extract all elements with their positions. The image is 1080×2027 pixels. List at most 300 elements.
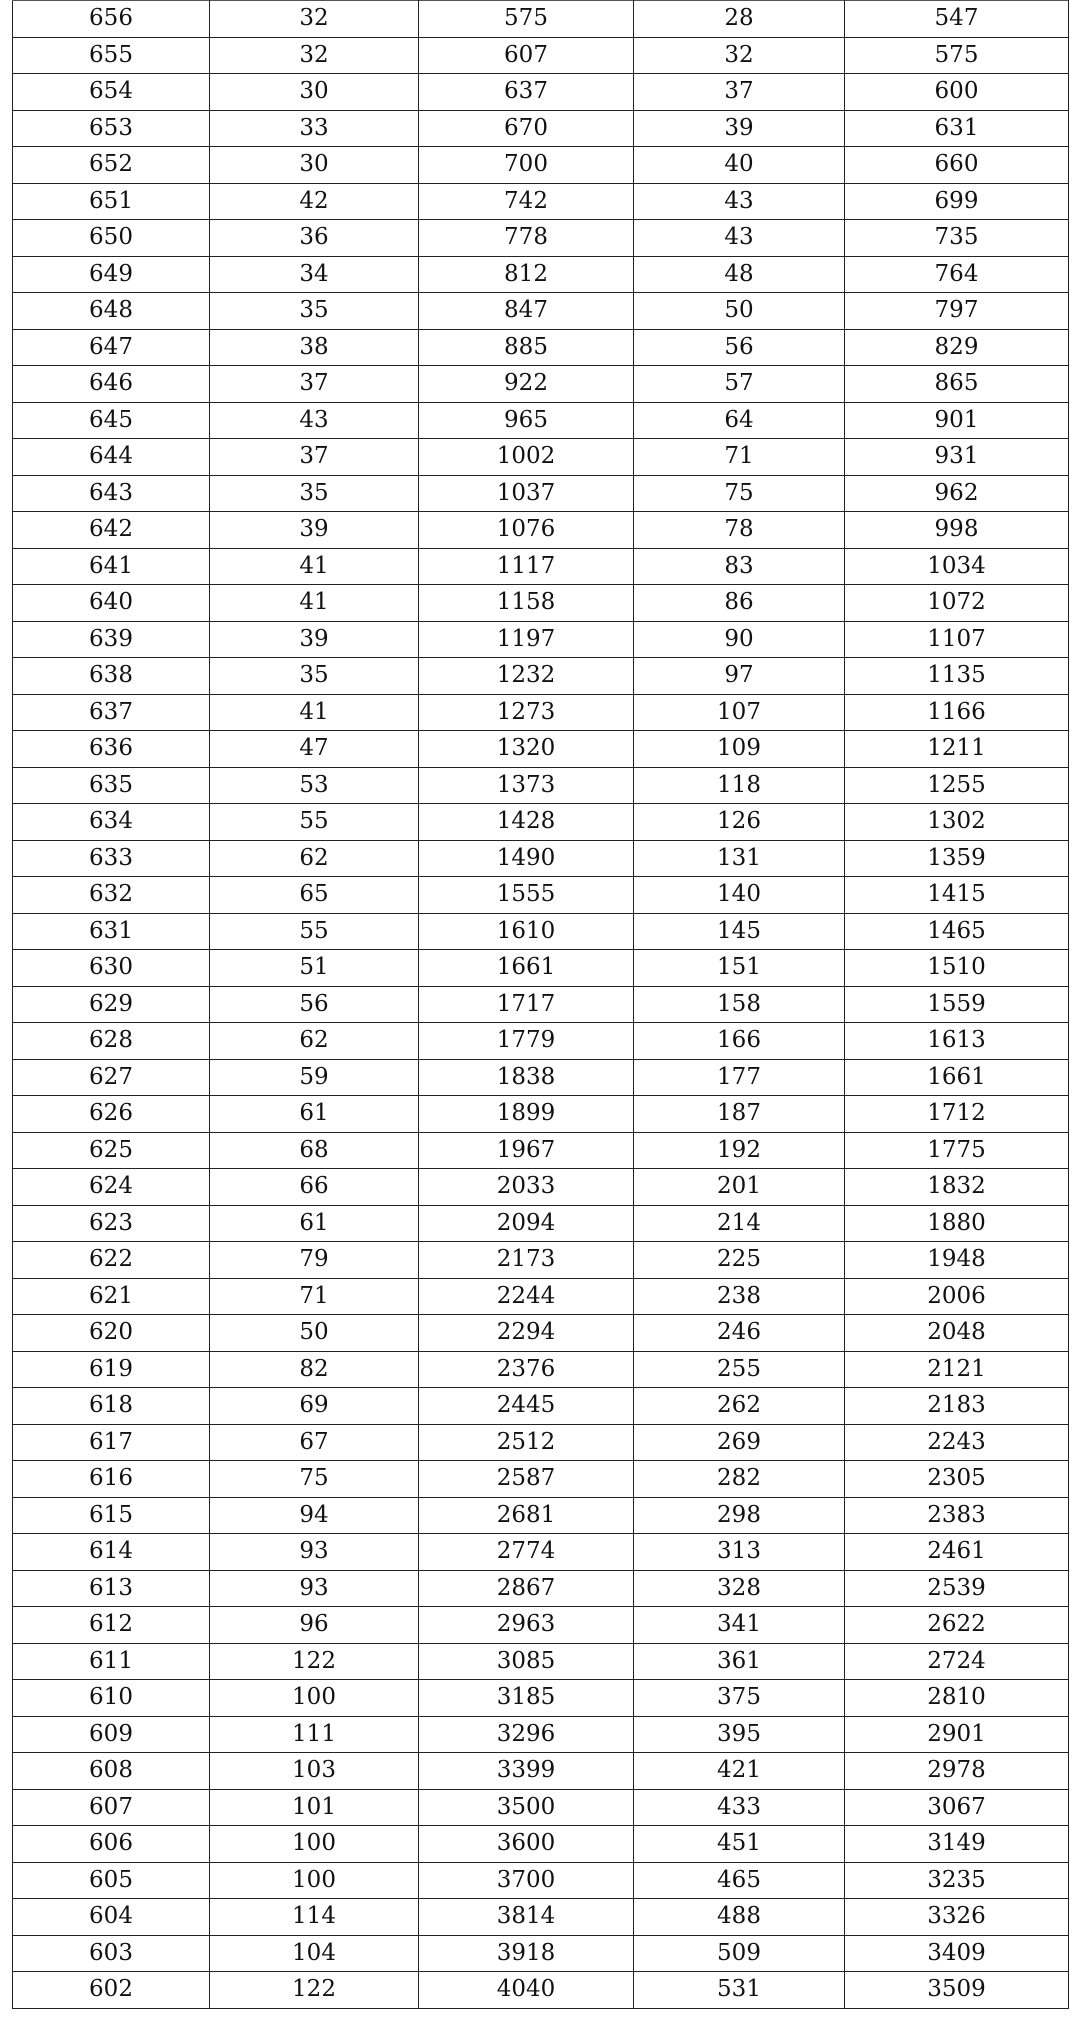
cumulative-b-cell: 764 (845, 256, 1069, 293)
table-row (13, 585, 1069, 622)
count-a-cell: 36 (210, 220, 419, 257)
count-a-cell: 41 (210, 548, 419, 585)
count-b-cell: 28 (634, 1, 845, 38)
table-row (13, 1059, 1069, 1096)
score-cell: 634 (13, 804, 210, 841)
cumulative-a-cell: 575 (419, 1, 634, 38)
cumulative-a-cell: 778 (419, 220, 634, 257)
count-a-cell: 35 (210, 658, 419, 695)
score-cell: 603 (13, 1935, 210, 1972)
cumulative-a-cell: 1779 (419, 1023, 634, 1060)
score-cell: 638 (13, 658, 210, 695)
score-cell: 637 (13, 694, 210, 731)
cumulative-a-cell: 3918 (419, 1935, 634, 1972)
table-row (13, 986, 1069, 1023)
count-a-cell: 82 (210, 1351, 419, 1388)
cumulative-b-cell: 1034 (845, 548, 1069, 585)
score-cell: 605 (13, 1862, 210, 1899)
table-row (13, 877, 1069, 914)
score-cell: 612 (13, 1607, 210, 1644)
count-b-cell: 531 (634, 1972, 845, 2009)
count-b-cell: 109 (634, 731, 845, 768)
count-a-cell: 66 (210, 1169, 419, 1206)
score-cell: 645 (13, 402, 210, 439)
table-row (13, 694, 1069, 731)
count-b-cell: 488 (634, 1899, 845, 1936)
count-a-cell: 111 (210, 1716, 419, 1753)
cumulative-b-cell: 2724 (845, 1643, 1069, 1680)
cumulative-b-cell: 1255 (845, 767, 1069, 804)
count-b-cell: 433 (634, 1789, 845, 1826)
count-a-cell: 67 (210, 1424, 419, 1461)
count-a-cell: 55 (210, 913, 419, 950)
table-row (13, 1278, 1069, 1315)
score-cell: 610 (13, 1680, 210, 1717)
table-row (13, 1972, 1069, 2009)
count-b-cell: 71 (634, 439, 845, 476)
score-cell: 630 (13, 950, 210, 987)
cumulative-b-cell: 865 (845, 366, 1069, 403)
score-distribution-sheet (12, 0, 1068, 2009)
score-cell: 649 (13, 256, 210, 293)
count-b-cell: 140 (634, 877, 845, 914)
count-b-cell: 158 (634, 986, 845, 1023)
table-row (13, 220, 1069, 257)
count-a-cell: 39 (210, 621, 419, 658)
cumulative-a-cell: 637 (419, 74, 634, 111)
count-a-cell: 50 (210, 1315, 419, 1352)
table-row (13, 1, 1069, 38)
count-a-cell: 101 (210, 1789, 419, 1826)
count-a-cell: 41 (210, 585, 419, 622)
count-b-cell: 313 (634, 1534, 845, 1571)
count-b-cell: 40 (634, 147, 845, 184)
table-row (13, 512, 1069, 549)
count-a-cell: 68 (210, 1132, 419, 1169)
score-cell: 643 (13, 475, 210, 512)
table-row (13, 950, 1069, 987)
cumulative-a-cell: 3700 (419, 1862, 634, 1899)
cumulative-a-cell: 3500 (419, 1789, 634, 1826)
score-cell: 653 (13, 110, 210, 147)
table-row (13, 1461, 1069, 1498)
score-cell: 621 (13, 1278, 210, 1315)
cumulative-b-cell: 1712 (845, 1096, 1069, 1133)
cumulative-a-cell: 812 (419, 256, 634, 293)
count-b-cell: 97 (634, 658, 845, 695)
cumulative-a-cell: 2445 (419, 1388, 634, 1425)
count-b-cell: 64 (634, 402, 845, 439)
cumulative-a-cell: 1320 (419, 731, 634, 768)
score-cell: 614 (13, 1534, 210, 1571)
count-b-cell: 56 (634, 329, 845, 366)
score-cell: 629 (13, 986, 210, 1023)
table-row (13, 731, 1069, 768)
table-row (13, 256, 1069, 293)
table-row (13, 1899, 1069, 1936)
cumulative-a-cell: 922 (419, 366, 634, 403)
count-a-cell: 41 (210, 694, 419, 731)
table-row (13, 1643, 1069, 1680)
cumulative-b-cell: 931 (845, 439, 1069, 476)
score-cell: 632 (13, 877, 210, 914)
count-a-cell: 42 (210, 183, 419, 220)
cumulative-b-cell: 3067 (845, 1789, 1069, 1826)
score-cell: 628 (13, 1023, 210, 1060)
score-cell: 613 (13, 1570, 210, 1607)
score-cell: 647 (13, 329, 210, 366)
score-cell: 617 (13, 1424, 210, 1461)
table-row (13, 110, 1069, 147)
table-row (13, 402, 1069, 439)
cumulative-b-cell: 901 (845, 402, 1069, 439)
cumulative-a-cell: 700 (419, 147, 634, 184)
cumulative-b-cell: 3326 (845, 1899, 1069, 1936)
cumulative-b-cell: 3149 (845, 1826, 1069, 1863)
count-a-cell: 35 (210, 475, 419, 512)
count-a-cell: 43 (210, 402, 419, 439)
count-a-cell: 61 (210, 1096, 419, 1133)
cumulative-b-cell: 1775 (845, 1132, 1069, 1169)
count-b-cell: 83 (634, 548, 845, 585)
count-a-cell: 33 (210, 110, 419, 147)
count-b-cell: 86 (634, 585, 845, 622)
count-a-cell: 100 (210, 1680, 419, 1717)
cumulative-a-cell: 3185 (419, 1680, 634, 1717)
count-b-cell: 298 (634, 1497, 845, 1534)
cumulative-a-cell: 1899 (419, 1096, 634, 1133)
count-b-cell: 361 (634, 1643, 845, 1680)
count-b-cell: 282 (634, 1461, 845, 1498)
count-b-cell: 37 (634, 74, 845, 111)
score-cell: 607 (13, 1789, 210, 1826)
cumulative-a-cell: 1232 (419, 658, 634, 695)
score-cell: 648 (13, 293, 210, 330)
count-b-cell: 145 (634, 913, 845, 950)
cumulative-a-cell: 2681 (419, 1497, 634, 1534)
cumulative-a-cell: 4040 (419, 1972, 634, 2009)
cumulative-b-cell: 1661 (845, 1059, 1069, 1096)
score-cell: 606 (13, 1826, 210, 1863)
cumulative-a-cell: 1428 (419, 804, 634, 841)
count-a-cell: 79 (210, 1242, 419, 1279)
cumulative-b-cell: 1880 (845, 1205, 1069, 1242)
count-a-cell: 69 (210, 1388, 419, 1425)
cumulative-a-cell: 2173 (419, 1242, 634, 1279)
table-row (13, 1205, 1069, 1242)
count-a-cell: 30 (210, 74, 419, 111)
cumulative-b-cell: 1072 (845, 585, 1069, 622)
score-cell: 639 (13, 621, 210, 658)
table-row (13, 1096, 1069, 1133)
table-row (13, 804, 1069, 841)
cumulative-a-cell: 1076 (419, 512, 634, 549)
score-cell: 611 (13, 1643, 210, 1680)
score-cell: 618 (13, 1388, 210, 1425)
cumulative-b-cell: 2978 (845, 1753, 1069, 1790)
count-b-cell: 43 (634, 183, 845, 220)
score-cell: 608 (13, 1753, 210, 1790)
cumulative-b-cell: 2121 (845, 1351, 1069, 1388)
count-a-cell: 93 (210, 1534, 419, 1571)
count-b-cell: 201 (634, 1169, 845, 1206)
count-a-cell: 75 (210, 1461, 419, 1498)
cumulative-a-cell: 3814 (419, 1899, 634, 1936)
count-a-cell: 37 (210, 366, 419, 403)
count-b-cell: 57 (634, 366, 845, 403)
cumulative-b-cell: 2006 (845, 1278, 1069, 1315)
cumulative-b-cell: 575 (845, 37, 1069, 74)
cumulative-b-cell: 3509 (845, 1972, 1069, 2009)
cumulative-b-cell: 1166 (845, 694, 1069, 731)
table-row (13, 1753, 1069, 1790)
count-b-cell: 48 (634, 256, 845, 293)
count-b-cell: 192 (634, 1132, 845, 1169)
cumulative-a-cell: 847 (419, 293, 634, 330)
count-a-cell: 39 (210, 512, 419, 549)
score-cell: 636 (13, 731, 210, 768)
cumulative-b-cell: 2305 (845, 1461, 1069, 1498)
cumulative-b-cell: 1948 (845, 1242, 1069, 1279)
cumulative-a-cell: 2867 (419, 1570, 634, 1607)
table-row (13, 1826, 1069, 1863)
score-cell: 652 (13, 147, 210, 184)
cumulative-b-cell: 631 (845, 110, 1069, 147)
cumulative-a-cell: 1117 (419, 548, 634, 585)
count-b-cell: 32 (634, 37, 845, 74)
cumulative-b-cell: 1613 (845, 1023, 1069, 1060)
cumulative-a-cell: 2963 (419, 1607, 634, 1644)
score-cell: 651 (13, 183, 210, 220)
score-cell: 642 (13, 512, 210, 549)
cumulative-b-cell: 2183 (845, 1388, 1069, 1425)
cumulative-b-cell: 547 (845, 1, 1069, 38)
table-row (13, 183, 1069, 220)
cumulative-b-cell: 735 (845, 220, 1069, 257)
count-a-cell: 122 (210, 1643, 419, 1680)
count-a-cell: 35 (210, 293, 419, 330)
score-cell: 615 (13, 1497, 210, 1534)
cumulative-b-cell: 3235 (845, 1862, 1069, 1899)
count-b-cell: 50 (634, 293, 845, 330)
cumulative-a-cell: 965 (419, 402, 634, 439)
cumulative-b-cell: 2461 (845, 1534, 1069, 1571)
count-b-cell: 166 (634, 1023, 845, 1060)
count-b-cell: 238 (634, 1278, 845, 1315)
count-a-cell: 100 (210, 1826, 419, 1863)
table-row (13, 1570, 1069, 1607)
cumulative-a-cell: 1197 (419, 621, 634, 658)
cumulative-a-cell: 1661 (419, 950, 634, 987)
table-row (13, 1132, 1069, 1169)
table-body (13, 1, 1069, 2009)
table-row (13, 366, 1069, 403)
count-a-cell: 53 (210, 767, 419, 804)
cumulative-b-cell: 829 (845, 329, 1069, 366)
score-cell: 633 (13, 840, 210, 877)
cumulative-b-cell: 1510 (845, 950, 1069, 987)
table-row (13, 1169, 1069, 1206)
table-row (13, 1023, 1069, 1060)
cumulative-b-cell: 699 (845, 183, 1069, 220)
cumulative-a-cell: 3296 (419, 1716, 634, 1753)
table-row (13, 658, 1069, 695)
score-cell: 616 (13, 1461, 210, 1498)
table-row (13, 913, 1069, 950)
cumulative-a-cell: 1555 (419, 877, 634, 914)
count-b-cell: 341 (634, 1607, 845, 1644)
score-cell: 644 (13, 439, 210, 476)
count-b-cell: 126 (634, 804, 845, 841)
cumulative-a-cell: 1610 (419, 913, 634, 950)
count-a-cell: 61 (210, 1205, 419, 1242)
cumulative-b-cell: 3409 (845, 1935, 1069, 1972)
count-b-cell: 451 (634, 1826, 845, 1863)
cumulative-b-cell: 2901 (845, 1716, 1069, 1753)
count-b-cell: 90 (634, 621, 845, 658)
table-row (13, 74, 1069, 111)
count-a-cell: 56 (210, 986, 419, 1023)
cumulative-b-cell: 1559 (845, 986, 1069, 1023)
cumulative-b-cell: 1832 (845, 1169, 1069, 1206)
table-row (13, 147, 1069, 184)
score-cell: 656 (13, 1, 210, 38)
score-cell: 609 (13, 1716, 210, 1753)
score-distribution-table (12, 0, 1069, 2009)
count-b-cell: 131 (634, 840, 845, 877)
cumulative-b-cell: 2048 (845, 1315, 1069, 1352)
count-a-cell: 38 (210, 329, 419, 366)
cumulative-a-cell: 1158 (419, 585, 634, 622)
count-a-cell: 103 (210, 1753, 419, 1790)
count-a-cell: 93 (210, 1570, 419, 1607)
cumulative-a-cell: 742 (419, 183, 634, 220)
count-b-cell: 151 (634, 950, 845, 987)
count-b-cell: 107 (634, 694, 845, 731)
cumulative-b-cell: 1415 (845, 877, 1069, 914)
cumulative-b-cell: 1359 (845, 840, 1069, 877)
table-row (13, 621, 1069, 658)
count-a-cell: 32 (210, 37, 419, 74)
table-row (13, 475, 1069, 512)
cumulative-b-cell: 962 (845, 475, 1069, 512)
cumulative-b-cell: 1135 (845, 658, 1069, 695)
table-row (13, 1680, 1069, 1717)
cumulative-a-cell: 2033 (419, 1169, 634, 1206)
count-a-cell: 65 (210, 877, 419, 914)
table-row (13, 840, 1069, 877)
cumulative-a-cell: 2094 (419, 1205, 634, 1242)
cumulative-a-cell: 1373 (419, 767, 634, 804)
score-cell: 625 (13, 1132, 210, 1169)
table-row (13, 1388, 1069, 1425)
cumulative-a-cell: 3085 (419, 1643, 634, 1680)
cumulative-a-cell: 1037 (419, 475, 634, 512)
cumulative-a-cell: 2294 (419, 1315, 634, 1352)
table-row (13, 1789, 1069, 1826)
count-b-cell: 328 (634, 1570, 845, 1607)
cumulative-a-cell: 1490 (419, 840, 634, 877)
count-b-cell: 395 (634, 1716, 845, 1753)
count-a-cell: 34 (210, 256, 419, 293)
count-b-cell: 214 (634, 1205, 845, 1242)
cumulative-a-cell: 2512 (419, 1424, 634, 1461)
cumulative-b-cell: 2539 (845, 1570, 1069, 1607)
cumulative-a-cell: 1002 (419, 439, 634, 476)
count-b-cell: 269 (634, 1424, 845, 1461)
count-a-cell: 32 (210, 1, 419, 38)
count-b-cell: 75 (634, 475, 845, 512)
count-b-cell: 43 (634, 220, 845, 257)
table-row (13, 1716, 1069, 1753)
cumulative-a-cell: 2376 (419, 1351, 634, 1388)
table-row (13, 767, 1069, 804)
count-a-cell: 94 (210, 1497, 419, 1534)
count-b-cell: 39 (634, 110, 845, 147)
count-b-cell: 78 (634, 512, 845, 549)
count-b-cell: 177 (634, 1059, 845, 1096)
score-cell: 626 (13, 1096, 210, 1133)
cumulative-a-cell: 885 (419, 329, 634, 366)
cumulative-b-cell: 2622 (845, 1607, 1069, 1644)
cumulative-b-cell: 1211 (845, 731, 1069, 768)
cumulative-b-cell: 1302 (845, 804, 1069, 841)
table-row (13, 329, 1069, 366)
cumulative-b-cell: 998 (845, 512, 1069, 549)
table-row (13, 1351, 1069, 1388)
table-row (13, 1424, 1069, 1461)
score-cell: 654 (13, 74, 210, 111)
cumulative-a-cell: 1838 (419, 1059, 634, 1096)
cumulative-b-cell: 797 (845, 293, 1069, 330)
cumulative-a-cell: 1717 (419, 986, 634, 1023)
count-b-cell: 225 (634, 1242, 845, 1279)
cumulative-a-cell: 2774 (419, 1534, 634, 1571)
cumulative-a-cell: 3399 (419, 1753, 634, 1790)
score-cell: 604 (13, 1899, 210, 1936)
score-cell: 623 (13, 1205, 210, 1242)
count-b-cell: 421 (634, 1753, 845, 1790)
score-cell: 646 (13, 366, 210, 403)
count-a-cell: 62 (210, 840, 419, 877)
score-cell: 620 (13, 1315, 210, 1352)
score-cell: 641 (13, 548, 210, 585)
cumulative-a-cell: 3600 (419, 1826, 634, 1863)
count-a-cell: 59 (210, 1059, 419, 1096)
cumulative-a-cell: 2244 (419, 1278, 634, 1315)
count-a-cell: 122 (210, 1972, 419, 2009)
count-b-cell: 509 (634, 1935, 845, 1972)
count-b-cell: 118 (634, 767, 845, 804)
count-b-cell: 187 (634, 1096, 845, 1133)
table-row (13, 37, 1069, 74)
count-a-cell: 47 (210, 731, 419, 768)
cumulative-a-cell: 670 (419, 110, 634, 147)
table-row (13, 1242, 1069, 1279)
count-b-cell: 375 (634, 1680, 845, 1717)
cumulative-b-cell: 1107 (845, 621, 1069, 658)
count-a-cell: 100 (210, 1862, 419, 1899)
score-cell: 640 (13, 585, 210, 622)
score-cell: 627 (13, 1059, 210, 1096)
count-a-cell: 71 (210, 1278, 419, 1315)
table-row (13, 548, 1069, 585)
count-a-cell: 51 (210, 950, 419, 987)
cumulative-a-cell: 1967 (419, 1132, 634, 1169)
table-row (13, 1862, 1069, 1899)
cumulative-a-cell: 2587 (419, 1461, 634, 1498)
cumulative-b-cell: 2243 (845, 1424, 1069, 1461)
